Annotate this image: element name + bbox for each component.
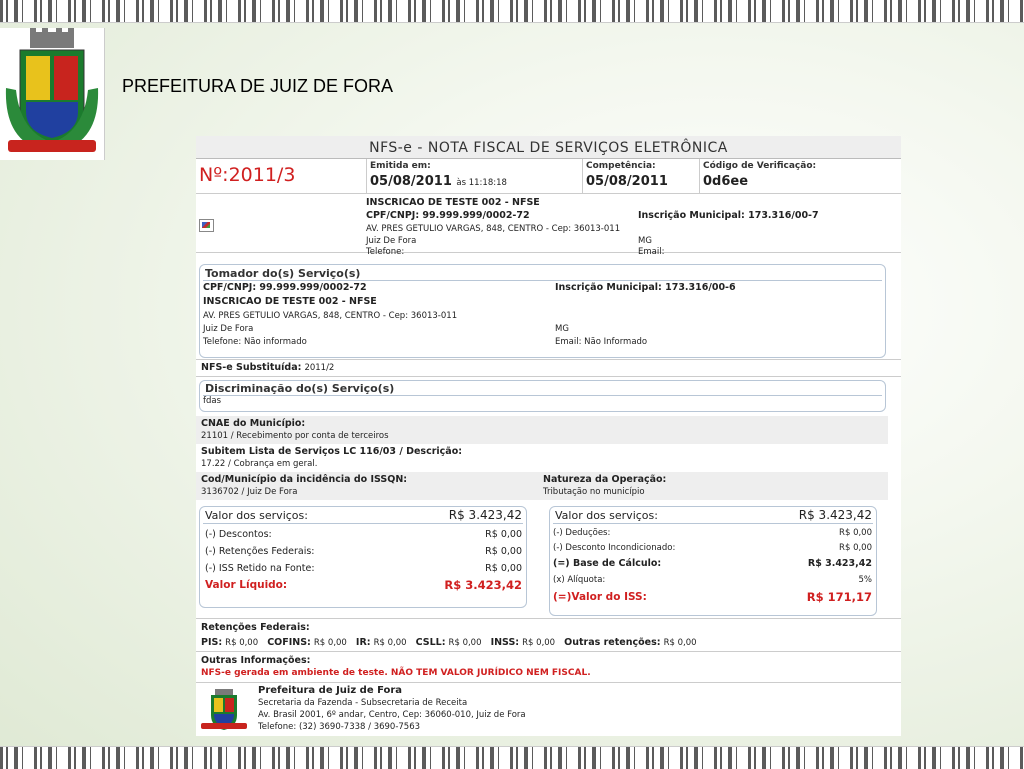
tomador-divider xyxy=(203,280,882,281)
values-left-title: Valor dos serviços: xyxy=(205,509,308,522)
iss-value: R$ 171,17 xyxy=(806,590,872,604)
values-left-box xyxy=(199,506,527,608)
emission-date: 05/08/2011 xyxy=(370,174,452,189)
tomador-name: INSCRICAO DE TESTE 002 - NFSE xyxy=(203,296,377,307)
pis-label: PIS: xyxy=(201,637,223,648)
page-title: PREFEITURA DE JUIZ DE FORA xyxy=(122,76,394,96)
verification-value: 0d6ee xyxy=(703,174,749,189)
deducoes-value: R$ 0,00 xyxy=(839,528,872,538)
nfse-header: NFS-e - NOTA FISCAL DE SERVIÇOS ELETRÔNICA xyxy=(196,136,901,159)
emission-value xyxy=(370,174,580,189)
inss-value: R$ 0,00 xyxy=(522,638,556,648)
provider-inscricao: Inscrição Municipal: 173.316/00-7 xyxy=(638,210,819,221)
tomador-address: AV. PRES GETULIO VARGAS, 848, CENTRO - Cep: 36013-011 xyxy=(203,311,458,321)
retencoes-title: Retenções Federais: xyxy=(201,622,310,633)
provider-name: INSCRICAO DE TESTE 002 - NFSE xyxy=(366,197,540,208)
iss-retido-label: (-) ISS Retido na Fonte: xyxy=(205,563,315,574)
tomador-cnpj: CPF/CNPJ: 99.999.999/0002-72 xyxy=(203,282,367,293)
substituted-line xyxy=(201,362,334,373)
natureza-value: Tributação no município xyxy=(543,487,645,497)
base-calculo-value: R$ 3.423,42 xyxy=(807,558,872,569)
retencoes-value: R$ 0,00 xyxy=(485,546,522,557)
discriminacao-divider xyxy=(203,395,882,396)
competence-label: Competência: xyxy=(586,161,656,171)
discriminacao-box xyxy=(199,380,886,412)
tomador-title: Tomador do(s) Serviço(s) xyxy=(205,267,361,280)
values-left-divider xyxy=(203,523,523,524)
cnae-value: 21101 / Recebimento por conta de terceiros xyxy=(201,431,389,441)
tomador-email: Email: Não Informado xyxy=(555,337,648,347)
divider xyxy=(196,376,901,377)
cofins-label: COFINS: xyxy=(267,637,311,648)
values-left-total: R$ 3.423,42 xyxy=(448,508,522,522)
descontos-label: (-) Descontos: xyxy=(205,529,272,540)
nfse-number: Nº:2011/3 xyxy=(199,164,296,186)
footer-crest-icon xyxy=(199,687,249,733)
ir-label: IR: xyxy=(355,637,371,648)
iss-retido-value: R$ 0,00 xyxy=(485,563,522,574)
provider-city: Juiz De Fora xyxy=(366,236,417,246)
discriminacao-value: fdas xyxy=(203,396,222,406)
outras-retencoes-value: R$ 0,00 xyxy=(663,638,697,648)
liquido-label: Valor Líquido: xyxy=(205,579,288,591)
base-calculo-label: (=) Base de Cálculo: xyxy=(553,558,662,569)
iss-label: (=)Valor do ISS: xyxy=(553,591,647,603)
emission-time: às 11:18:18 xyxy=(456,178,507,188)
aliquota-label: (x) Alíquota: xyxy=(553,575,606,585)
provider-state: MG xyxy=(638,236,652,246)
provider-email: Email: xyxy=(638,247,665,257)
tomador-city: Juiz De Fora xyxy=(203,324,254,334)
csll-label: CSLL: xyxy=(415,637,446,648)
retencoes-label: (-) Retenções Federais: xyxy=(205,546,315,557)
verification-label: Código de Verificação: xyxy=(703,161,817,171)
subitem-label: Subitem Lista de Serviços LC 116/03 / Descrição: xyxy=(201,446,463,457)
outras-retencoes-label: Outras retenções: xyxy=(564,637,661,648)
values-right-total: R$ 3.423,42 xyxy=(798,508,872,522)
liquido-value: R$ 3.423,42 xyxy=(444,578,522,592)
competence-cell xyxy=(582,159,698,193)
broken-image-icon xyxy=(199,219,214,232)
divider xyxy=(196,651,901,652)
desconto-incond-value: R$ 0,00 xyxy=(839,543,872,553)
subitem-value: 17.22 / Cobrança em geral. xyxy=(201,459,318,469)
tomador-state: MG xyxy=(555,324,569,334)
cnae-band xyxy=(196,416,888,444)
cofins-value: R$ 0,00 xyxy=(313,638,347,648)
provider-address: AV. PRES GETULIO VARGAS, 848, CENTRO - Cep: 36013-011 xyxy=(366,224,621,234)
descontos-value: R$ 0,00 xyxy=(485,529,522,540)
nfse-document xyxy=(196,136,901,736)
divider xyxy=(196,682,901,683)
aliquota-value: 5% xyxy=(858,575,872,585)
provider-phone: Telefone: xyxy=(366,247,405,257)
substituted-value: 2011/2 xyxy=(304,363,335,373)
divider xyxy=(196,359,901,360)
cod-municipio-label: Cod/Município da incidência do ISSQN: xyxy=(201,474,408,485)
tomador-phone: Telefone: Não informado xyxy=(203,337,307,347)
footer-secretaria: Secretaria da Fazenda - Subsecretaria de Receita xyxy=(258,698,468,708)
footer-phone: Telefone: (32) 3690-7338 / 3690-7563 xyxy=(258,722,421,732)
desconto-incond-label: (-) Desconto Incondicionado: xyxy=(553,543,676,553)
city-crest-logo xyxy=(0,28,105,160)
tomador-box xyxy=(199,264,886,358)
competence-value: 05/08/2011 xyxy=(586,174,668,189)
footer-title: Prefeitura de Juiz de Fora xyxy=(258,685,403,696)
cnae-label: CNAE do Município: xyxy=(201,418,306,429)
deducoes-label: (-) Deduções: xyxy=(553,528,611,538)
verification-cell xyxy=(699,159,899,193)
retencoes-line xyxy=(201,637,697,648)
municipio-band xyxy=(196,472,888,500)
divider xyxy=(196,618,901,619)
csll-value: R$ 0,00 xyxy=(448,638,482,648)
emission-label: Emitida em: xyxy=(370,161,431,171)
substituted-label: NFS-e Substituída: xyxy=(201,362,302,373)
values-right-divider xyxy=(553,523,873,524)
cod-municipio-value: 3136702 / Juiz De Fora xyxy=(201,487,298,497)
ir-value: R$ 0,00 xyxy=(373,638,407,648)
bottom-barcode-strip xyxy=(0,746,1024,769)
provider-cnpj: CPF/CNPJ: 99.999.999/0002-72 xyxy=(366,210,530,221)
outras-info-title: Outras Informações: xyxy=(201,655,311,666)
emission-cell xyxy=(366,159,580,193)
pis-value: R$ 0,00 xyxy=(225,638,259,648)
footer-address: Av. Brasil 2001, 6º andar, Centro, Cep: 36060-010, Juiz de Fora xyxy=(258,710,526,720)
outras-info-value: NFS-e gerada em ambiente de teste. NÃO TEM VALOR JURÍDICO NEM FISCAL. xyxy=(201,668,591,678)
discriminacao-title: Discriminação do(s) Serviço(s) xyxy=(205,382,395,395)
top-barcode-strip xyxy=(0,0,1024,23)
values-right-title: Valor dos serviços: xyxy=(555,509,658,522)
values-right-box xyxy=(549,506,877,616)
inss-label: INSS: xyxy=(490,637,520,648)
natureza-label: Natureza da Operação: xyxy=(543,474,667,485)
provider-section xyxy=(196,194,901,257)
tomador-inscricao: Inscrição Municipal: 173.316/00-6 xyxy=(555,282,736,293)
nfse-info-row xyxy=(196,159,901,194)
